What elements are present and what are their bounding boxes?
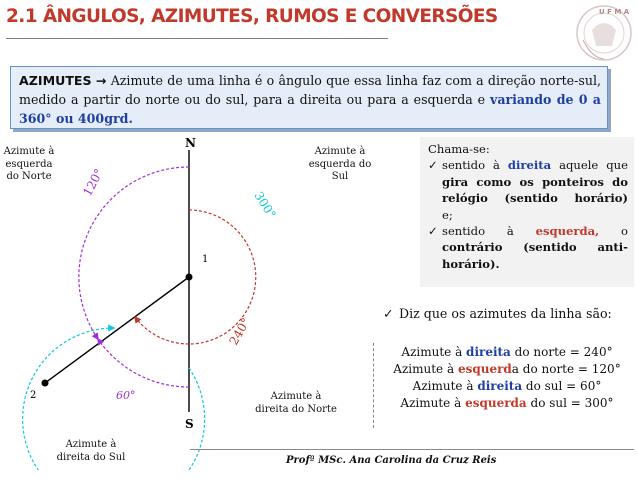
point-2-marker (42, 380, 49, 387)
definition-box (10, 66, 608, 129)
note-item2-line2: contrário (sentido anti- (442, 240, 628, 255)
note-item1-line4: e; (442, 207, 453, 222)
azimuth-line (45, 277, 189, 383)
note-item1-key: direita (507, 158, 552, 173)
label-left-of-south: Azimute à esquerda do Sul (308, 146, 372, 182)
label-right-of-north: Azimute à direita do Norte (255, 391, 337, 415)
university-seal-logo (552, 2, 634, 62)
checkmark-icon: ✓ (383, 306, 394, 321)
definition-term: AZIMUTES (19, 73, 92, 88)
point-1-label: 1 (202, 254, 209, 265)
checkmark-icon: ✓ (428, 158, 438, 173)
azimuths-intro-text: Diz que os azimutes da linha são: (399, 306, 612, 321)
angle-240-label: 240° (226, 315, 254, 348)
point-1-marker (186, 274, 193, 281)
azimuth-list-item: Azimute à direita do sul = 60° (412, 379, 602, 393)
checkmark-icon: ✓ (428, 224, 438, 239)
azimuth-list-item: Azimute à esquerda do sul = 300° (400, 396, 614, 410)
note-item2-text: sentido à (442, 224, 536, 239)
note-item1-tail: aquele que (551, 158, 628, 173)
title-divider (6, 38, 388, 39)
south-label: S (185, 417, 194, 431)
azimuth-list-item: Azimute à direita do norte = 240° (401, 345, 613, 359)
label-right-of-south: Azimute à direita do Sul (56, 439, 126, 463)
note-item2-key: esquerda, (535, 224, 600, 239)
label-left-of-north: Azimute à esquerda do Norte (3, 146, 55, 182)
angle-300-label: 300° (251, 189, 279, 222)
azimuth-list-item: Azimute à esquerda do norte = 120° (393, 362, 621, 376)
note-item2-tail: o (599, 224, 628, 239)
angle-60-label: 60° (116, 389, 136, 402)
note-item1-text: sentido à (442, 158, 508, 173)
definition-text (19, 71, 601, 128)
point-2-label: 2 (30, 390, 37, 401)
direction-note-box (420, 137, 634, 287)
note-item1-line2: gira como os ponteiros do (442, 174, 628, 189)
note-intro: Chama-se: (428, 142, 490, 156)
definition-range: variando de 0 a 360° ou 400grd. (19, 92, 601, 126)
definition-body: Azimute de uma linha é o ângulo que essa linha faz com a direção norte-sul, medido a partir do norte ou do sul, para a direita ou para a esquerda e (19, 73, 601, 107)
page-title: 2.1 ÂNGULOS, AZIMUTES, RUMOS E CONVERSÕES (6, 6, 498, 27)
angle-120-label: 120° (80, 166, 107, 199)
svg-text:U F M A: U F M A (599, 8, 630, 16)
north-label: N (185, 136, 196, 150)
note-item2-line3: horário). (442, 256, 500, 271)
note-item1-line3: relógio (sentido horário) (442, 191, 628, 206)
arrow-icon: → (95, 73, 107, 88)
footer-divider (190, 449, 634, 450)
azimuths-intro (383, 306, 612, 321)
footer-author: Profª MSc. Ana Carolina da Cruz Reis (286, 455, 497, 466)
dashed-divider (373, 343, 374, 428)
azimuth-list (382, 344, 632, 412)
arc-right-of-south (98, 339, 189, 387)
